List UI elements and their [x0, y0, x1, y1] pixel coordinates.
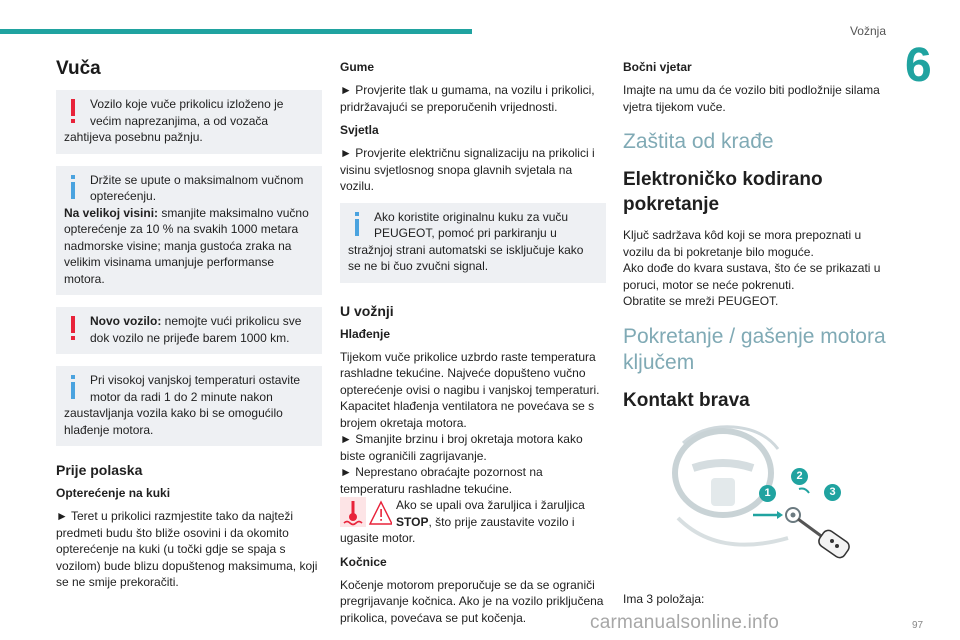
- section-title: Vožnja: [849, 24, 886, 38]
- box-text: Pri visokoj vanjskoj temperaturi ostavite motor da radi 1 do 2 minute nakon zaustavljanja vozila kako bi se omogućilo hlađenje motora.: [64, 373, 301, 437]
- heading-tyres: Gume: [340, 60, 375, 74]
- coolant-warning-row: [340, 497, 606, 547]
- info-box: [56, 366, 322, 446]
- heading-anti-theft: Zaštita od krađe: [623, 130, 774, 153]
- callout-1: 1: [759, 485, 776, 502]
- callout-3: 3: [824, 484, 841, 501]
- heading-while-driving: U vožnji: [340, 302, 394, 319]
- paragraph: Tijekom vuče prikolice uzbrdo raste temperatura rashladne tekućine. Najveće dopušteno vučno opterećenje ovisi o nagibu i vanjskoj temperaturi. Kapacitet hlađenja ventilatora ne povećava se s brojem okretaja motora.: [340, 349, 600, 430]
- chapter-number: 6: [905, 39, 932, 92]
- box-text: Ako koristite originalnu kuku za vuču PEUGEOT, pomoć pri parkiranju u stražnjoj strani automatski se isključuje kako se ne bi čuo zvučni signal.: [348, 209, 584, 273]
- box-text: Novo vozilo: nemojte vući prikolicu sve dok vozilo ne prijeđe barem 1000 km.: [90, 314, 302, 345]
- ignition-key-illustration: [623, 423, 889, 573]
- info-icon: [64, 372, 86, 402]
- info-box: [56, 166, 322, 296]
- coolant-temperature-icon: [340, 497, 392, 527]
- paragraph: Imajte na umu da će vozilo biti podložnije silama vjetra tijekom vuče.: [623, 83, 880, 114]
- box-text: Na velikoj visini: smanjite maksimalno vučno opterećenje za 10 % na svakih 1000 metara nadmorske visine; manja gustoća zraka na velikim visinama umanjuje performanse motora.: [64, 205, 309, 286]
- warning-box: [56, 90, 322, 154]
- paragraph: ► Smanjite brzinu i broj okretaja motora kako biste ograničili zagrijavanje.: [340, 432, 583, 463]
- paragraph: Ako se upali ova žaruljica i žaruljica STOP, što prije zaustavite vozilo i ugasite motor.: [340, 498, 585, 545]
- box-text: Vozilo koje vuče prikolicu izloženo je većim naprezanjima, a od vozača zahtijeva posebnu pažnju.: [64, 97, 284, 144]
- info-box: [340, 203, 606, 283]
- heading-electronic-immobiliser: Elektroničko kodirano pokretanje: [623, 169, 823, 215]
- paragraph: ► Teret u prikolici razmjestite tako da najteži predmeti budu što bliže osovini i da okomito opterećenje na kuki (u točki gdje se spaja s vozilom) bude blizu dopuštenog maksimuma, koji se ne smije prekoračiti.: [56, 509, 318, 589]
- page-number: 97: [912, 620, 924, 631]
- heading-before-departure: Prije polaska: [56, 462, 143, 478]
- paragraph: ► Provjerite električnu signalizaciju na prikolici i visinu svjetlosnog snopa glavnih svjetala na vozilu.: [340, 146, 595, 193]
- paragraph: Obratite se mreži PEUGEOT.: [623, 294, 779, 308]
- watermark: carmanualsonline.info: [590, 612, 780, 633]
- warning-exclamation-icon: [64, 313, 86, 343]
- heading-lights: Svjetla: [340, 123, 379, 137]
- heading-start-stop-key: Pokretanje / gašenje motora ključem: [623, 324, 886, 374]
- header-accent-bar: [0, 29, 472, 34]
- box-text: Držite se upute o maksimalnom vučnom opterećenju.: [90, 172, 304, 203]
- heading-brakes: Kočnice: [340, 554, 387, 569]
- column-1: [56, 54, 322, 591]
- heading-towing: Vuča: [56, 58, 101, 79]
- paragraph: ► Provjerite tlak u gumama, na vozilu i prikolici, pridržavajući se preporučenih vrijednosti.: [340, 83, 595, 114]
- heading-ignition-switch: Kontakt brava: [623, 389, 750, 411]
- column-2: [340, 54, 606, 626]
- info-icon: [348, 209, 370, 239]
- paragraph: Ima 3 položaja:: [623, 591, 705, 606]
- heading-crosswind: Bočni vjetar: [623, 60, 692, 74]
- heading-cooling: Hlađenje: [340, 326, 391, 341]
- paragraph: ► Neprestano obraćajte pozornost na temperaturu rashladne tekućine.: [340, 465, 543, 496]
- callout-2: 2: [791, 468, 808, 485]
- info-icon: [64, 172, 86, 202]
- paragraph: Ključ sadržava kôd koji se mora prepoznati u vozilu da bi pokretanje bilo moguće.: [623, 228, 862, 259]
- paragraph: Kočenje motorom preporučuje se da se ograniči pregrijavanje kočnica. Ako je na vozilo priključena prikolica, povećava se put kočenja.: [340, 577, 604, 625]
- heading-hitch-load: Opterećenje na kuki: [56, 486, 171, 500]
- paragraph: Ako dođe do kvara sustava, što će se prikazati u poruci, motor se neće pokrenuti.: [623, 261, 881, 292]
- column-3: [623, 54, 889, 607]
- warning-exclamation-icon: [64, 96, 86, 126]
- warning-box: [56, 307, 322, 354]
